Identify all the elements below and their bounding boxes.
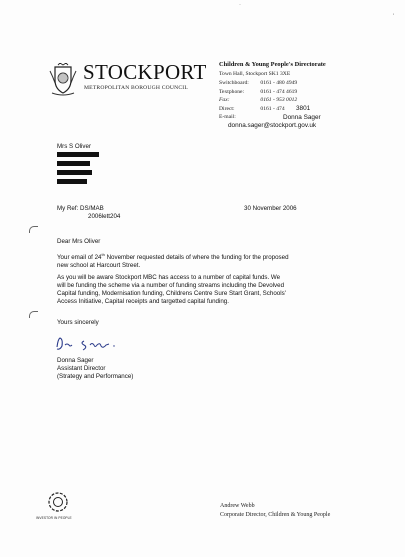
direct-extension: 3801 <box>296 105 311 112</box>
signer-name: Donna Sager <box>57 357 94 364</box>
para1-text-cont: November requested details of where the funding for the proposed <box>104 254 289 262</box>
redacted-address-line <box>57 170 92 175</box>
contact-row-switchboard <box>219 80 297 86</box>
contact-row-direct <box>219 106 285 112</box>
council-subtitle: METROPOLITAN BOROUGH COUNCIL <box>84 85 188 91</box>
handwritten-signature <box>54 333 124 355</box>
paragraph-2 <box>57 274 362 306</box>
contact-label: Switchboard: <box>219 80 249 86</box>
footer-name: Andrew Webb <box>220 503 255 509</box>
investors-in-people-text: INVESTOR IN PEOPLE <box>36 516 72 520</box>
ref-code: 2006lett204 <box>88 213 121 220</box>
letter-date: 30 November 2006 <box>244 205 297 212</box>
investors-in-people-logo-icon <box>43 491 73 515</box>
para2-line: Access Initiative, Capital receipts and targetted capital funding. <box>57 298 229 306</box>
redacted-address-line <box>57 179 87 184</box>
footer-title: Corporate Director, Children & Young People <box>220 512 331 518</box>
contact-value: 0161 - 474 4619 <box>260 88 298 95</box>
closing: Yours sincerely <box>57 319 99 326</box>
directorate-name: Children & Young People's Directorate <box>219 61 326 68</box>
salutation: Dear Mrs Oliver <box>57 238 101 245</box>
contact-label: Fax: <box>219 97 230 103</box>
para1-line2: new school at Harcourt Street. <box>57 262 141 270</box>
contact-value: 0161 - 480 4949 <box>260 80 298 86</box>
contact-row-email <box>219 114 259 120</box>
contact-label: Direct: <box>219 105 235 112</box>
para1-text: Your email of 24 <box>57 254 102 262</box>
contact-value: 0161 - 953 0012 <box>260 97 298 103</box>
contact-value: 0161 - 474 <box>260 105 285 112</box>
para2-line: will be funding the scheme via a number of funding streams including the Devolved <box>57 282 285 290</box>
contact-label: Textphone: <box>219 88 245 95</box>
para2-line: As you will be aware Stockport MBC has access to a number of capital funds. We <box>57 274 281 281</box>
paragraph-1 <box>57 251 362 270</box>
redacted-address-line <box>57 161 90 166</box>
hole-punch-mark <box>29 226 38 233</box>
signer-department: (Strategy and Performance) <box>57 373 134 380</box>
recipient-name: Mrs S Oliver <box>57 143 92 150</box>
council-crest-icon <box>47 63 79 96</box>
address: Town Hall, Stockport SK1 3XE <box>219 71 291 77</box>
scan-mark: ' <box>393 14 395 20</box>
contact-row-fax <box>219 97 297 103</box>
my-ref: My Ref: DS/MAB <box>57 205 104 212</box>
email-address[interactable]: donna.sager@stockport.gov.uk <box>228 121 317 129</box>
redacted-address-line <box>57 152 99 157</box>
contact-name: Donna Sager <box>283 113 321 121</box>
hole-punch-mark <box>29 311 38 318</box>
para2-line: Capital funding, Modernisation funding, Childrens Centre Sure Start Grant, Schools' <box>57 290 286 298</box>
contact-label: E-mail: <box>219 114 236 120</box>
signer-title: Assistant Director <box>57 365 106 372</box>
ordinal-suffix: th <box>101 252 105 257</box>
council-name: STOCKPORT <box>83 60 207 84</box>
contact-row-textphone <box>219 89 297 95</box>
scan-mark: · <box>239 2 241 8</box>
